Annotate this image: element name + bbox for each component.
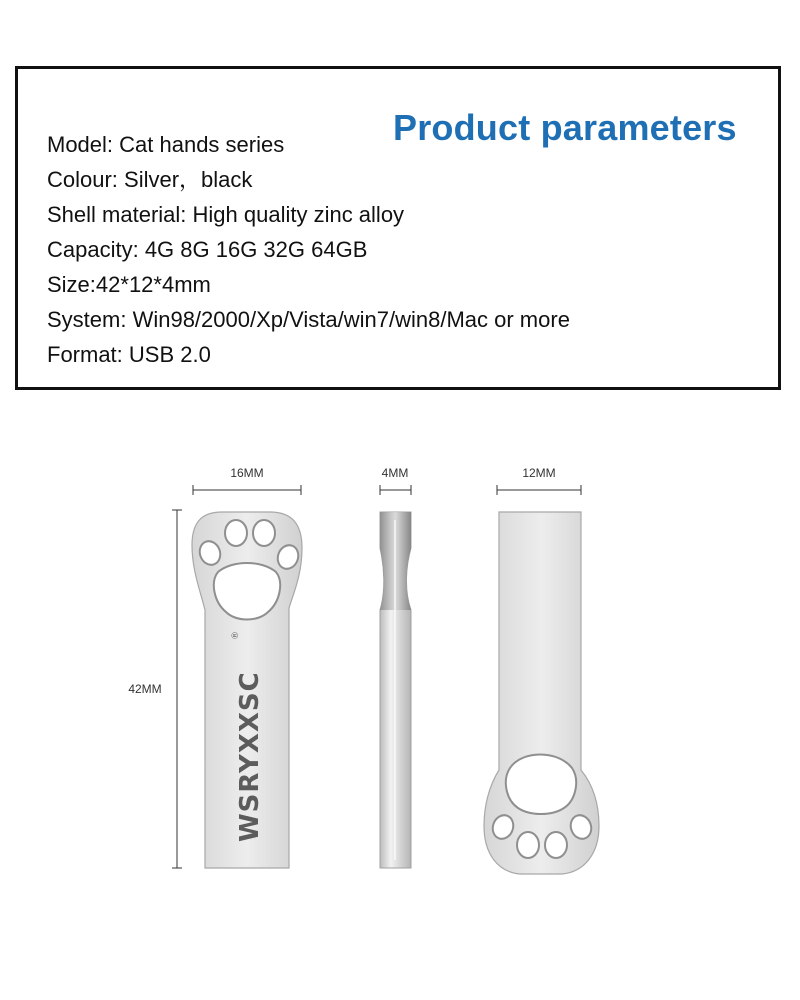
registered-mark: ® [231, 631, 241, 640]
dim-back-width-label: 12MM [522, 466, 556, 480]
paw-toe-icon [225, 520, 247, 546]
usb-back-view [484, 512, 599, 874]
dim-side-thickness [380, 466, 411, 495]
dim-side-thickness-label: 4MM [381, 466, 409, 480]
param-format: Format: USB 2.0 [47, 342, 211, 367]
param-capacity: Capacity: 4G 8G 16G 32G 64GB [47, 237, 368, 262]
paw-pad-icon [214, 563, 280, 620]
usb-side-view [380, 512, 411, 868]
paw-toe-icon [545, 832, 567, 858]
dim-front-width-label: 16MM [230, 466, 264, 480]
param-model: Model: Cat hands series [47, 132, 285, 157]
param-shell-material: Shell material: High quality zinc alloy [47, 202, 405, 227]
paw-toe-icon [517, 832, 539, 858]
paw-pad-icon [506, 755, 576, 815]
paw-toe-icon [253, 520, 275, 546]
param-size: Size:42*12*4mm [47, 272, 211, 297]
dim-back-width [497, 466, 581, 495]
dim-length [128, 510, 182, 868]
parameters-title: Product parameters [393, 107, 737, 148]
param-system: System: Win98/2000/Xp/Vista/win7/win8/Mac or more [47, 307, 570, 332]
dim-front-width [193, 466, 301, 495]
param-colour: Colour: Silver，black [47, 167, 253, 192]
dim-length-label: 42MM [128, 682, 162, 696]
brand-logo: WSRYXXSC [235, 671, 265, 842]
usb-front-view [192, 512, 302, 868]
